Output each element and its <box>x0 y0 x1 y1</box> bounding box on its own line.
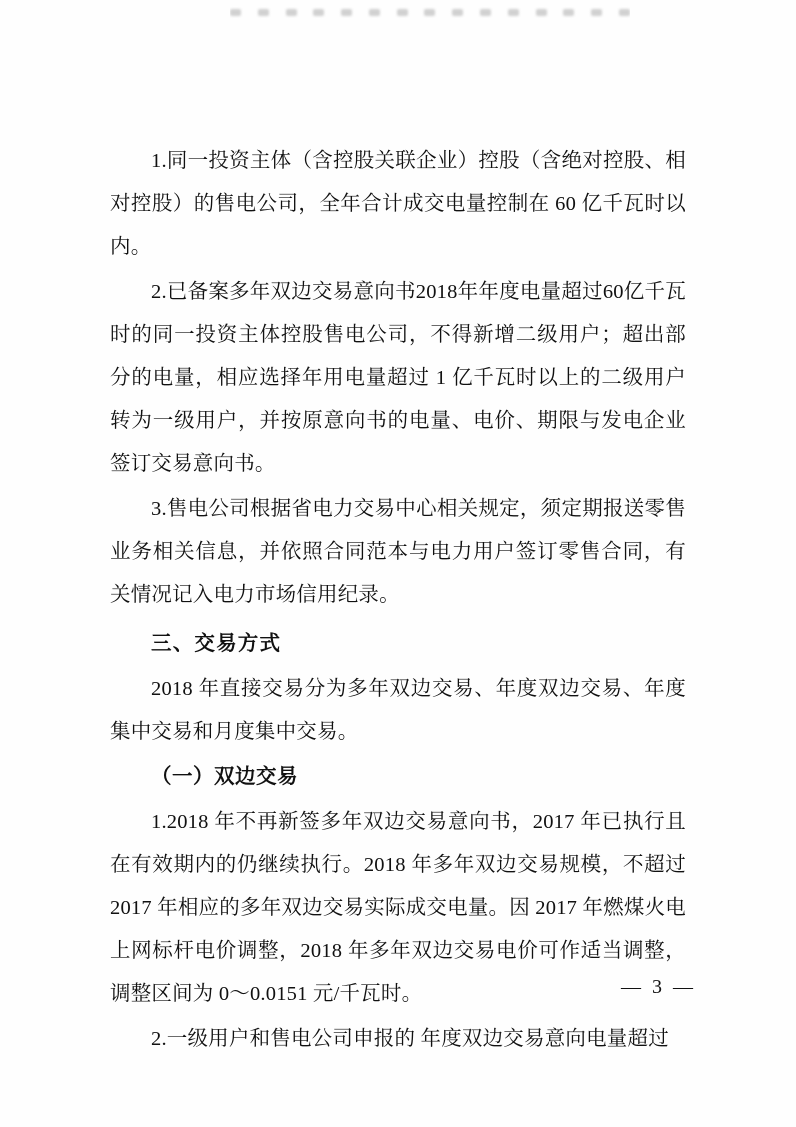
subsection-heading-one: （一）双边交易 <box>151 766 298 788</box>
paragraph-bilateral-item-2: 2.一级用户和售电公司申报的 年度双边交易意向电量超过 <box>151 1028 669 1050</box>
paragraph-item-2: 2.已备案多年双边交易意向书2018年年度电量超过60亿千瓦时的同一投资主体控股售电公司，不得新增二级用户；超出部分的电量，相应选择年用电量超过 1 亿千瓦时以上的二级用户转为一级用户，并按原意向书的电量、电价、期限与发电企业签订交易意向书。 <box>110 281 686 475</box>
paragraph-trading-modes-intro: 2018 年直接交易分为多年双边交易、年度双边交易、年度集中交易和月度集中交易。 <box>110 678 686 743</box>
paragraph-item-3: 3.售电公司根据省电力交易中心相关规定，须定期报送零售业务相关信息，并依照合同范本与电力用户签订零售合同，有关情况记入电力市场信用纪录。 <box>110 498 686 606</box>
section-heading-three: 三、交易方式 <box>151 633 282 655</box>
paragraph-item-1: 1.同一投资主体（含控股关联企业）控股（含绝对控股、相对控股）的售电公司，全年合计成交电量控制在 60 亿千瓦时以内。 <box>110 150 686 258</box>
scan-artifact-top <box>230 4 630 20</box>
paragraph-bilateral-item-1: 1.2018 年不再新签多年双边交易意向书，2017 年已执行且在有效期内的仍继续执行。2018 年多年双边交易规模，不超过 2017 年相应的多年双边交易实际成交电量。因 2017 年燃煤火电上网标杆电价调整，2018 年多年双边交易电价可作适当调整，调整区间为 0～0.0151 元/千瓦时。 <box>110 811 686 1005</box>
document-body <box>110 140 686 1063</box>
page-number: — 3 — <box>621 976 696 998</box>
